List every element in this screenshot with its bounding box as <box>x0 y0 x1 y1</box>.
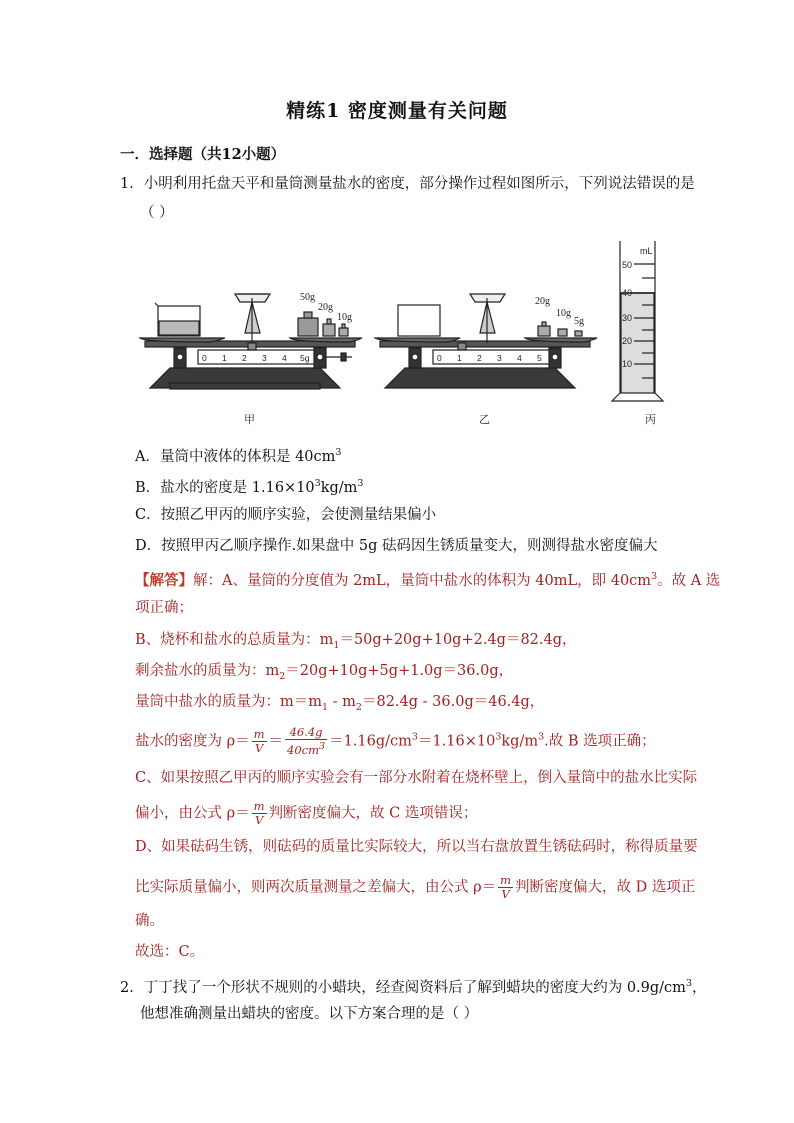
weight-10g <box>558 329 567 336</box>
solution-line-6: 盐水的密度为 ρ＝ $\frac{m}{V}$ ＝ $\frac{46.4g}{40cm^3}$ $=1.16g/cm^3=1.16\times 10^3kg/m^3$.故 B 选项正确； <box>135 725 656 757</box>
solution-line-10: 比实际质量偏小，则两次质量测量之差偏大，由公式 ρ＝ $\frac{m}{V}$ 判断密度偏大，故 D 选项正 <box>135 873 696 901</box>
solution-choice: 故选：C。 <box>135 944 205 960</box>
weight-10g <box>339 328 348 336</box>
q2-stem-line-1: 2．丁丁找了一个形状不规则的小蜡块，经查阅资料后了解到蜡块的密度大约为 $0.9g/cm^3$， <box>120 978 707 996</box>
ruler-scale <box>433 350 553 364</box>
tick-label: 0 <box>202 353 207 363</box>
tick-label: 3 <box>262 353 267 363</box>
tick-label: 2 <box>242 353 247 363</box>
unit-label: mL <box>640 246 653 256</box>
solution-line-9: D、如果砝码生锈，则砝码的质量比实际较大，所以当右盘放置生锈砝码时，称得质量要 <box>135 839 698 855</box>
tick-label: 5g <box>300 353 310 363</box>
weight-20g <box>323 324 335 336</box>
option-c: C．按照乙甲丙的顺序实验，会使测量结果偏小 <box>135 507 437 523</box>
tick-label: 3 <box>497 353 502 363</box>
q2-stem-line-2: 他想准确测量出蜡块的密度。以下方案合理的是（ ） <box>140 1006 479 1022</box>
solution-line-2: 项正确； <box>135 600 193 616</box>
fraction-values: $\frac{46.4g}{40cm^3}$ <box>287 725 326 757</box>
tick-label: 50 <box>622 260 633 270</box>
balance-figure <box>130 238 690 433</box>
tick-label: 1 <box>457 353 462 363</box>
tick-label: 2 <box>477 353 482 363</box>
section-heading: 一．选择题（共12小题） <box>120 146 286 163</box>
weight-5g <box>575 331 582 336</box>
tick-label: 20 <box>622 336 633 346</box>
weight-label: 5g <box>574 316 584 327</box>
sup: 3 <box>314 478 321 489</box>
solution-line-1: 【解答】解：A、量筒的分度值为 2mL，量筒中盐水的体积为 40mL，即 $40cm^3$。故 A 选 <box>135 571 721 589</box>
rider <box>458 343 466 350</box>
fraction-m-over-V: $\frac{m}{V}$ <box>500 873 512 901</box>
option-a-text: A．量筒中液体的体积是 40cm <box>135 448 336 465</box>
tick-label: 1 <box>222 353 227 363</box>
graduated-cylinder <box>612 241 663 401</box>
solution-line-7: C、如果按照乙甲丙的顺序实验会有一部分水附着在烧杯壁上，倒入量筒中的盐水比实际 <box>135 770 698 786</box>
label-yi: 乙 <box>479 413 490 426</box>
q1-stem: 1．小明利用托盘天平和量筒测量盐水的密度，部分操作过程如图所示，下列说法错误的是 <box>120 176 695 192</box>
solution-line-8: 偏小，由公式 ρ＝ $\frac{m}{V}$ 判断密度偏大，故 C 选项错误； <box>135 799 478 827</box>
option-d: D．按照甲丙乙顺序操作.如果盘中 5g 砝码因生锈质量变大，则测得盐水密度偏大 <box>135 538 658 554</box>
tick-label: 40 <box>622 288 633 298</box>
solution-line-3: B、烧杯和盐水的总质量为：$m_1=50g+20g+10g+2.4g=82.4g$， <box>135 632 577 651</box>
solution-text: 。故 A 选 <box>657 572 721 589</box>
weight-label: 20g <box>535 296 550 307</box>
option-b <box>135 474 363 498</box>
q1-answer-bracket: （ ） <box>140 205 174 221</box>
fraction-m-over-V: $\frac{m}{V}$ <box>253 799 265 827</box>
weight-label: 50g <box>300 292 315 303</box>
solution-line-4: 剩余盐水的质量为：$m_2=20g+10g+5g+1.0g=36.0g$， <box>135 663 514 682</box>
weight-label: 20g <box>318 302 333 313</box>
solution-text: 解：A、量筒的分度值为 2mL，量筒中盐水的体积为 40mL，即 40cm <box>193 572 652 589</box>
solution-line-5: 量筒中盐水的质量为：$m=m_1 - m_2=82.4g - 36.0g=46.4g$， <box>135 694 545 713</box>
option-b-unit: kg/m <box>320 479 358 496</box>
solution-tag: 【解答】 <box>135 571 193 589</box>
weight-50g <box>298 318 318 336</box>
solution-line-11: 确。 <box>135 913 164 929</box>
tick-label: 0 <box>437 353 442 363</box>
tick-label: 10 <box>622 359 633 369</box>
page-title: 精练1 密度测量有关问题 <box>286 100 508 122</box>
tick-label: 4 <box>517 353 522 363</box>
tick-label: 30 <box>622 313 633 323</box>
tick-label: 4 <box>282 353 287 363</box>
rider <box>248 343 256 350</box>
sup: 3 <box>335 447 342 458</box>
fraction-m-over-V: $\frac{m}{V}$ <box>253 726 265 755</box>
label-bing: 丙 <box>645 413 656 426</box>
balance-base <box>385 368 575 388</box>
label-jia: 甲 <box>244 413 255 426</box>
weight-20g <box>538 326 550 336</box>
beaker-empty <box>398 305 440 336</box>
option-a <box>135 443 341 467</box>
option-b-text: B．盐水的密度是 1.16×10 <box>135 479 315 496</box>
weight-label: 10g <box>337 312 352 323</box>
weight-label: 10g <box>556 308 571 319</box>
sup: 3 <box>357 478 364 489</box>
tick-label: 5 <box>537 353 542 363</box>
